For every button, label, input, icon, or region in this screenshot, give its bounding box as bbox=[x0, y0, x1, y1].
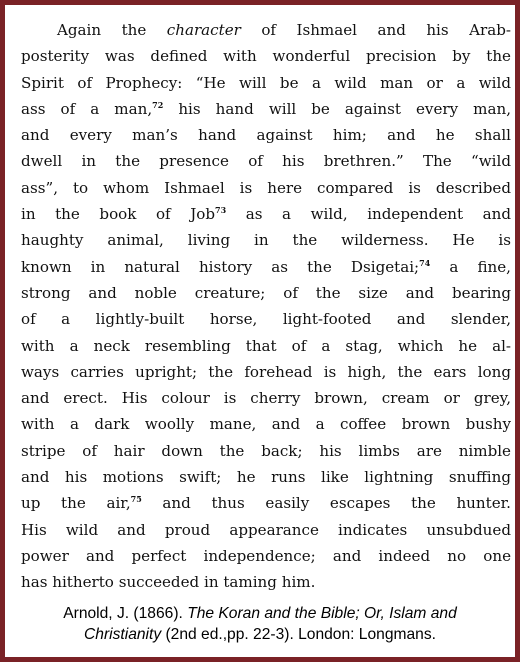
passage-text: up the air, bbox=[21, 494, 131, 513]
passage-line bbox=[21, 543, 511, 569]
passage-line bbox=[21, 333, 511, 359]
passage-text: posterity was defined with wonderful precision by the bbox=[21, 47, 511, 66]
passage-text: his hand will be against every man, bbox=[163, 99, 511, 118]
citation-title-part2: Christianity bbox=[84, 626, 162, 643]
passage-line bbox=[21, 517, 511, 543]
passage-text: in the book of Job bbox=[21, 205, 215, 224]
passage-line bbox=[21, 17, 511, 43]
passage-text: dwell in the presence of his brethren.” The “wild bbox=[21, 152, 511, 171]
citation-edition: (2nd ed.,pp. 22-3). London: Longmans. bbox=[161, 626, 436, 643]
source-citation bbox=[5, 603, 515, 645]
passage-emphasis: character bbox=[166, 21, 241, 39]
passage-text: and thus easily escapes the hunter. bbox=[141, 494, 511, 513]
passage-text: has hitherto succeeded in taming him. bbox=[21, 573, 316, 592]
passage-text: known in natural history as the Dsigetai; bbox=[21, 257, 420, 276]
footnote-marker: 73 bbox=[215, 205, 227, 216]
passage-line bbox=[21, 148, 511, 174]
passage-text: and every man’s hand against him; and he shall bbox=[21, 126, 511, 145]
passage-line bbox=[21, 569, 511, 595]
passage-text: ass of a man, bbox=[21, 99, 153, 118]
passage-line bbox=[21, 411, 511, 437]
passage-text: strong and noble creature; of the size and bearing bbox=[21, 283, 511, 302]
passage-text: Again the bbox=[57, 21, 167, 39]
passage-text: ass”, to whom Ishmael is here compared is described bbox=[21, 178, 511, 197]
passage-line bbox=[21, 254, 511, 280]
passage-line bbox=[21, 175, 511, 201]
passage-line bbox=[21, 490, 511, 516]
passage-text: Spirit of Prophecy: “He will be a wild man or a wild bbox=[21, 73, 511, 92]
passage-text: haughty animal, living in the wilderness. He is bbox=[21, 231, 511, 250]
passage-text: with a dark woolly mane, and a coffee brown bushy bbox=[21, 415, 511, 434]
passage-line bbox=[21, 122, 511, 148]
passage-line bbox=[21, 96, 511, 122]
passage-line bbox=[21, 464, 511, 490]
footnote-marker: 74 bbox=[419, 257, 431, 268]
passage-line bbox=[21, 43, 511, 69]
passage-text: power and perfect independence; and indeed no one bbox=[21, 546, 511, 565]
passage-line bbox=[21, 306, 511, 332]
passage-line bbox=[21, 280, 511, 306]
citation-title-part1: The Koran and the Bible; Or, Islam and bbox=[187, 605, 457, 622]
citation-author: Arnold, J. (1866). bbox=[63, 605, 188, 622]
passage-text: a fine, bbox=[430, 257, 511, 276]
passage-text: as a wild, independent and bbox=[226, 205, 511, 224]
passage-line bbox=[21, 438, 511, 464]
passage-text: of a lightly-built horse, light-footed and slender, bbox=[21, 310, 511, 329]
footnote-marker: 72 bbox=[152, 99, 164, 110]
passage-text: and erect. His colour is cherry brown, cream or grey, bbox=[21, 389, 511, 408]
passage-line bbox=[21, 70, 511, 96]
passage-line bbox=[21, 227, 511, 253]
footnote-marker: 75 bbox=[130, 494, 142, 505]
passage-text: His wild and proud appearance indicates unsubdued bbox=[21, 520, 511, 539]
passage-text: and his motions swift; he runs like lightning snuffing bbox=[21, 468, 511, 487]
passage-line bbox=[21, 201, 511, 227]
passage-text: stripe of hair down the back; his limbs are nimble bbox=[21, 441, 511, 460]
passage-text: with a neck resembling that of a stag, which he al- bbox=[21, 336, 511, 355]
passage-text: ways carries upright; the forehead is high, the ears long bbox=[21, 362, 511, 381]
passage-line bbox=[21, 359, 511, 385]
quoted-passage bbox=[21, 17, 511, 596]
passage-line bbox=[21, 385, 511, 411]
passage-text: of Ishmael and his Arab- bbox=[240, 21, 511, 39]
